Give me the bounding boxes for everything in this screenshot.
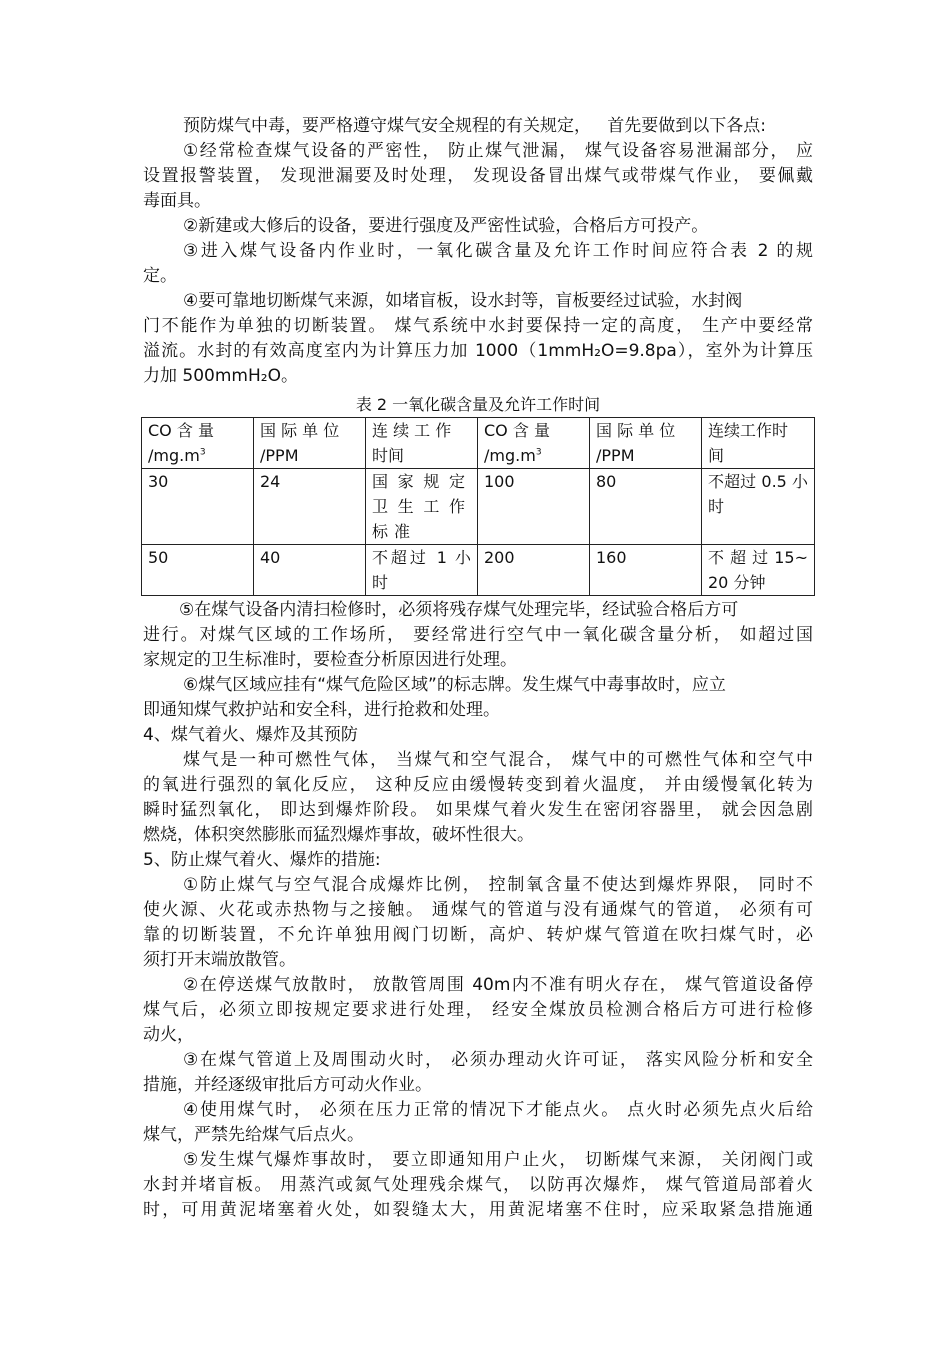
- document-page: [143, 114, 813, 1223]
- table-cell: 200: [478, 545, 590, 596]
- paragraph-section-4: 煤气是一种可燃性气体， 当煤气和空气混合， 煤气中的可燃性气体和空气中 的氧进行强烈的氧化反应， 这种反应由缓慢转变到着火温度， 并由缓慢氧化转为 瞬时猛烈氧化， 即达到爆炸阶段。 如果煤气着火发生在密闭容器里， 就会因急剧 燃烧，体积突然膨胀而猛烈爆炸事故，破坏性很大。: [143, 750, 813, 845]
- paragraph-item-6: ⑥煤气区域应挂有“煤气危险区域”的标志牌。发生煤气中毒事故时，应立 即通知煤气救护站和安全科，进行抢救和处理。: [143, 675, 726, 720]
- table-cell: 不 超 过 15~20 分钟: [702, 545, 815, 596]
- section-heading-4: 4、煤气着火、爆炸及其预防: [143, 725, 358, 745]
- paragraph-item-1: ①经常检查煤气设备的严密性， 防止煤气泄漏， 煤气设备容易泄漏部分， 应 设置报警装置， 发现泄漏要及时处理， 发现设备冒出煤气或带煤气作业， 要佩戴 毒面具。: [143, 141, 813, 211]
- table-cell: 160: [590, 545, 702, 596]
- paragraph-measure-2: ②在停送煤气放散时， 放散管周围 40m内不准有明火存在， 煤气管道设备停 煤气后，必须立即按规定要求进行处理， 经安全煤放员检测合格后方可进行检修 动火，: [143, 975, 813, 1045]
- table-row: [142, 469, 815, 545]
- paragraph-item-4: ④要可靠地切断煤气来源，如堵盲板，设水封等，盲板要经过试验，水封阀 门不能作为单独的切断装置。 煤气系统中水封要保持一定的高度， 生产中要经常 溢流。水封的有效高度室内为计算压力加 1000（1mmH₂O=9.8pa），室外为计算压 力加 500mmH₂O。: [143, 291, 813, 386]
- table-cell: 24: [254, 469, 366, 545]
- table-cell: 30: [142, 469, 254, 545]
- header-cell: CO 含 量 $/mg.m^3$: [478, 418, 590, 469]
- header-cell: CO 含 量 $/mg.m^3$: [142, 418, 254, 469]
- table-cell: 50: [142, 545, 254, 596]
- table-cell: 国家规定卫生工作标准: [366, 469, 478, 545]
- table-header-row: [142, 418, 815, 469]
- paragraph-measure-1: ①防止煤气与空气混合成爆炸比例， 控制氧含量不使达到爆炸界限， 同时不 使火源、火花或赤热物与之接触。 通煤气的管道与没有通煤气的管道， 必须有可 靠的切断装置，不允许单独用阀门切断，高炉、转炉煤气管道在吹扫煤气时，必 须打开末端放散管。: [143, 875, 813, 970]
- table-cell: 80: [590, 469, 702, 545]
- table-caption: 表 2 一氧化碳含量及允许工作时间: [355, 395, 601, 414]
- table-cell: 40: [254, 545, 366, 596]
- header-cell: 国 际 单 位 /PPM: [254, 418, 366, 469]
- paragraph-measure-5: ⑤发生煤气爆炸事故时， 要立即通知用户止火， 切断煤气来源， 关闭阀门或 水封并堵盲板。 用蒸汽或氮气处理残余煤气， 以防再次爆炸， 煤气管道局部着火 时，可用黄泥堵塞着火处，如裂缝太大，用黄泥堵塞不住时，应采取紧急措施通: [143, 1150, 813, 1220]
- paragraph-item-2: ②新建或大修后的设备，要进行强度及严密性试验，合格后方可投产。: [183, 216, 709, 236]
- table-row: [142, 545, 815, 596]
- table-cell: 不超过 0.5 小时: [702, 469, 815, 545]
- header-cell: 连 续 工 作 时间: [366, 418, 478, 469]
- section-heading-5: 5、防止煤气着火、爆炸的措施:: [143, 850, 381, 870]
- paragraph-measure-3: ③在煤气管道上及周围动火时， 必须办理动火许可证， 落实风险分析和安全 措施，并经逐级审批后方可动火作业。: [143, 1050, 813, 1095]
- paragraph-measure-4: ④使用煤气时， 必须在压力正常的情况下才能点火。 点火时必须先点火后给 煤气，严禁先给煤气后点火。: [143, 1100, 813, 1145]
- paragraph-item-5: ⑤在煤气设备内清扫检修时，必须将残存煤气处理完毕，经试验合格后方可 进行。对煤气区域的工作场所， 要经常进行空气中一氧化碳含量分析， 如超过国 家规定的卫生标准时，要检查分析原因进行处理。: [143, 600, 813, 670]
- header-cell: 连续工作时 间: [702, 418, 815, 469]
- table-cell: 100: [478, 469, 590, 545]
- co-limits-table: [141, 417, 815, 596]
- header-cell: 国 际 单 位 /PPM: [590, 418, 702, 469]
- table-cell: 不超过 1 小时: [366, 545, 478, 596]
- paragraph-intro: 预防煤气中毒，要严格遵守煤气安全规程的有关规定， 首先要做到以下各点:: [183, 116, 766, 136]
- paragraph-item-3: ③进入煤气设备内作业时，一氧化碳含量及允许工作时间应符合表 2 的规 定。: [143, 241, 813, 286]
